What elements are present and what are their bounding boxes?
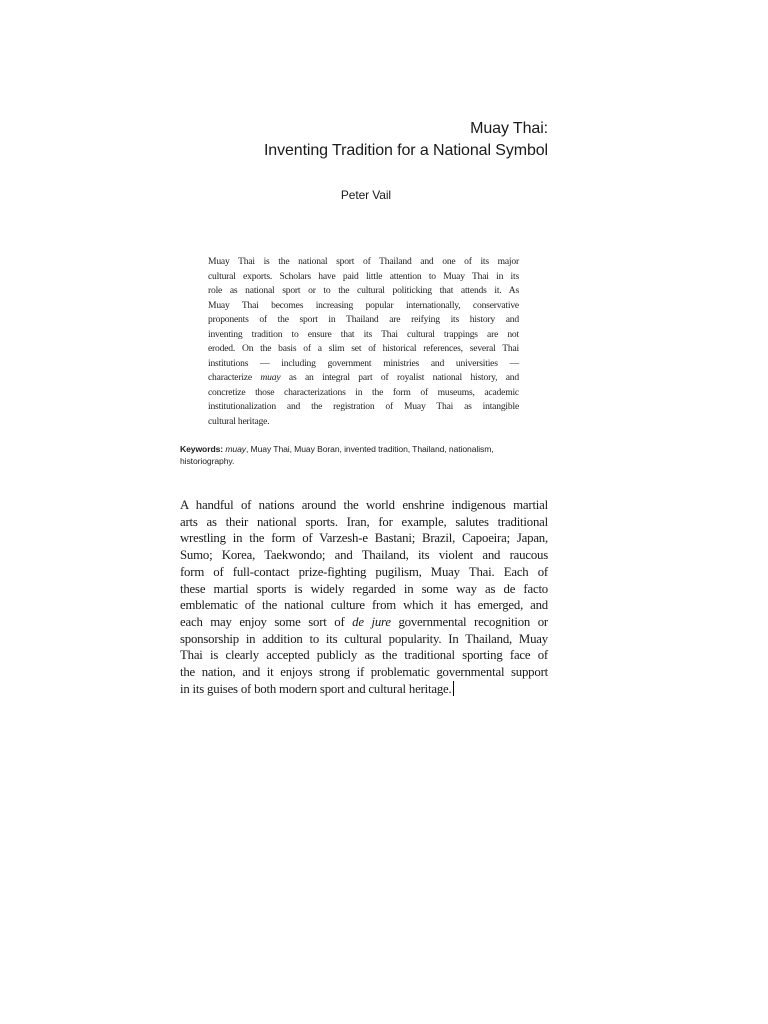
abstract-line: institutions — including government ministries and universities — <box>208 357 519 369</box>
author-name: Peter Vail <box>340 188 391 202</box>
body-text: each may enjoy some sort of <box>180 614 353 629</box>
abstract-line: Muay Thai becomes increasing popular internationally, conservative <box>208 299 519 311</box>
title-line-2: Inventing Tradition for a National Symbol <box>263 142 548 159</box>
abstract-line: inventing tradition to ensure that its Thai cultural trappings are not <box>208 328 519 340</box>
emphasis-muay: muay <box>260 372 281 383</box>
emphasis-de-jure: de jure <box>352 614 391 629</box>
keywords <box>180 444 548 467</box>
abstract-line: role as national sport or to the cultural politicking that attends it. As <box>208 285 519 296</box>
title-line-1: Muay Thai: <box>470 120 548 137</box>
body-paragraph[interactable] <box>180 497 548 697</box>
abstract-text: characterize <box>208 372 261 383</box>
text-cursor <box>453 681 454 696</box>
abstract-text: as an integral part of royalist national history, and <box>280 372 520 383</box>
abstract-line: Muay Thai is the national sport of Thailand and one of its major <box>208 256 519 267</box>
abstract-line: cultural heritage. <box>208 415 270 427</box>
body-line: form of full-contact prize-fighting pugilism, Muay Thai. Each of <box>180 564 548 579</box>
abstract-line: cultural exports. Scholars have paid little attention to Muay Thai in its <box>208 270 519 282</box>
body-line: emblematic of the national culture from which it has emerged, and <box>180 598 548 613</box>
body-line: these martial sports is widely regarded in some way as de facto <box>180 581 548 596</box>
body-text: in its guises of both modern sport and cultural heritage. <box>180 681 452 696</box>
keywords-line <box>180 444 548 456</box>
keywords-line-2: historiography. <box>180 455 235 466</box>
body-line: A handful of nations around the world enshrine indigenous martial <box>180 498 548 512</box>
keywords-label: Keywords: <box>180 444 224 454</box>
abstract-line: institutionalization and the registration of Muay Thai as intangible <box>208 401 519 412</box>
abstract-line-with-emphasis <box>208 371 519 386</box>
body-line: sponsorship in addition to its cultural popularity. In Thailand, Muay <box>180 631 548 646</box>
abstract-line: concretize those characterizations in the form of museums, academic <box>208 386 519 398</box>
body-line-with-emphasis <box>180 614 548 631</box>
body-line: wrestling in the form of Varzesh-e Bastani; Brazil, Capoeira; Japan, <box>180 531 548 546</box>
abstract <box>208 255 519 429</box>
body-line: Sumo; Korea, Taekwondo; and Thailand, its violent and raucous <box>180 548 548 563</box>
body-line: the nation, and it enjoys strong if problematic governmental support <box>180 665 548 680</box>
abstract-line: eroded. On the basis of a slim set of historical references, several Thai <box>208 343 519 354</box>
body-line-last <box>180 681 548 698</box>
keyword-muay: muay <box>225 444 246 454</box>
body-text: governmental recognition or <box>390 614 548 629</box>
article-title <box>200 118 548 162</box>
keywords-list: , Muay Thai, Muay Boran, invented tradition, Thailand, nationalism, <box>245 444 494 454</box>
abstract-line: proponents of the sport in Thailand are reifying its history and <box>208 314 519 325</box>
body-line: Thai is clearly accepted publicly as the traditional sporting face of <box>180 648 548 663</box>
body-line: arts as their national sports. Iran, for example, salutes traditional <box>180 514 548 529</box>
